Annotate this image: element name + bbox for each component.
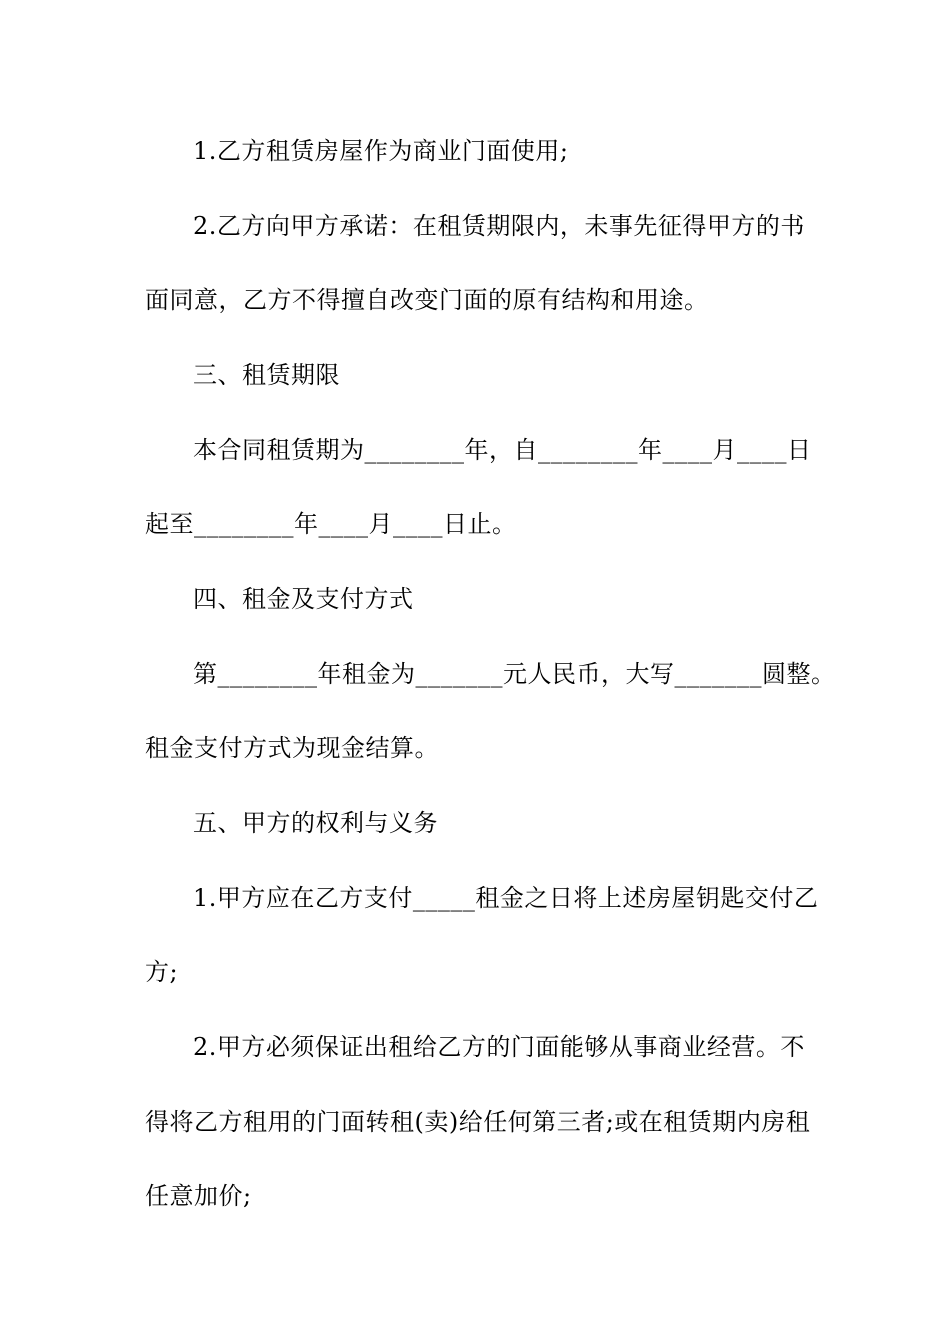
clause-landlord-guarantee: 2.甲方必须保证出租给乙方的门面能够从事商业经营。不	[193, 1033, 805, 1061]
rent-payment-method: 租金支付方式为现金结算。	[145, 734, 439, 762]
clause-landlord-guarantee-end: 任意加价;	[145, 1182, 252, 1210]
clause-tenant-promise-cont: 面同意，乙方不得擅自改变门面的原有结构和用途。	[145, 286, 709, 314]
clause-landlord-guarantee-cont: 得将乙方租用的门面转租(卖)给任何第三者;或在租赁期内房租	[145, 1108, 811, 1136]
section-heading-rent-payment: 四、租金及支付方式	[193, 585, 414, 613]
clause-landlord-keys-cont: 方;	[145, 958, 179, 986]
lease-term-text-cont: 起至________年____月____日止。	[145, 510, 517, 538]
clause-landlord-keys: 1.甲方应在乙方支付_____租金之日将上述房屋钥匙交付乙	[193, 884, 819, 912]
rent-amount-text: 第________年租金为_______元人民币，大写_______圆整。	[193, 660, 836, 688]
section-heading-landlord-rights: 五、甲方的权利与义务	[193, 809, 438, 837]
clause-tenant-use: 1.乙方租赁房屋作为商业门面使用;	[193, 137, 569, 165]
section-heading-lease-term: 三、租赁期限	[193, 361, 340, 389]
clause-tenant-promise: 2.乙方向甲方承诺：在租赁期限内，未事先征得甲方的书	[193, 212, 805, 240]
lease-term-text: 本合同租赁期为________年，自________年____月____日	[193, 436, 812, 464]
